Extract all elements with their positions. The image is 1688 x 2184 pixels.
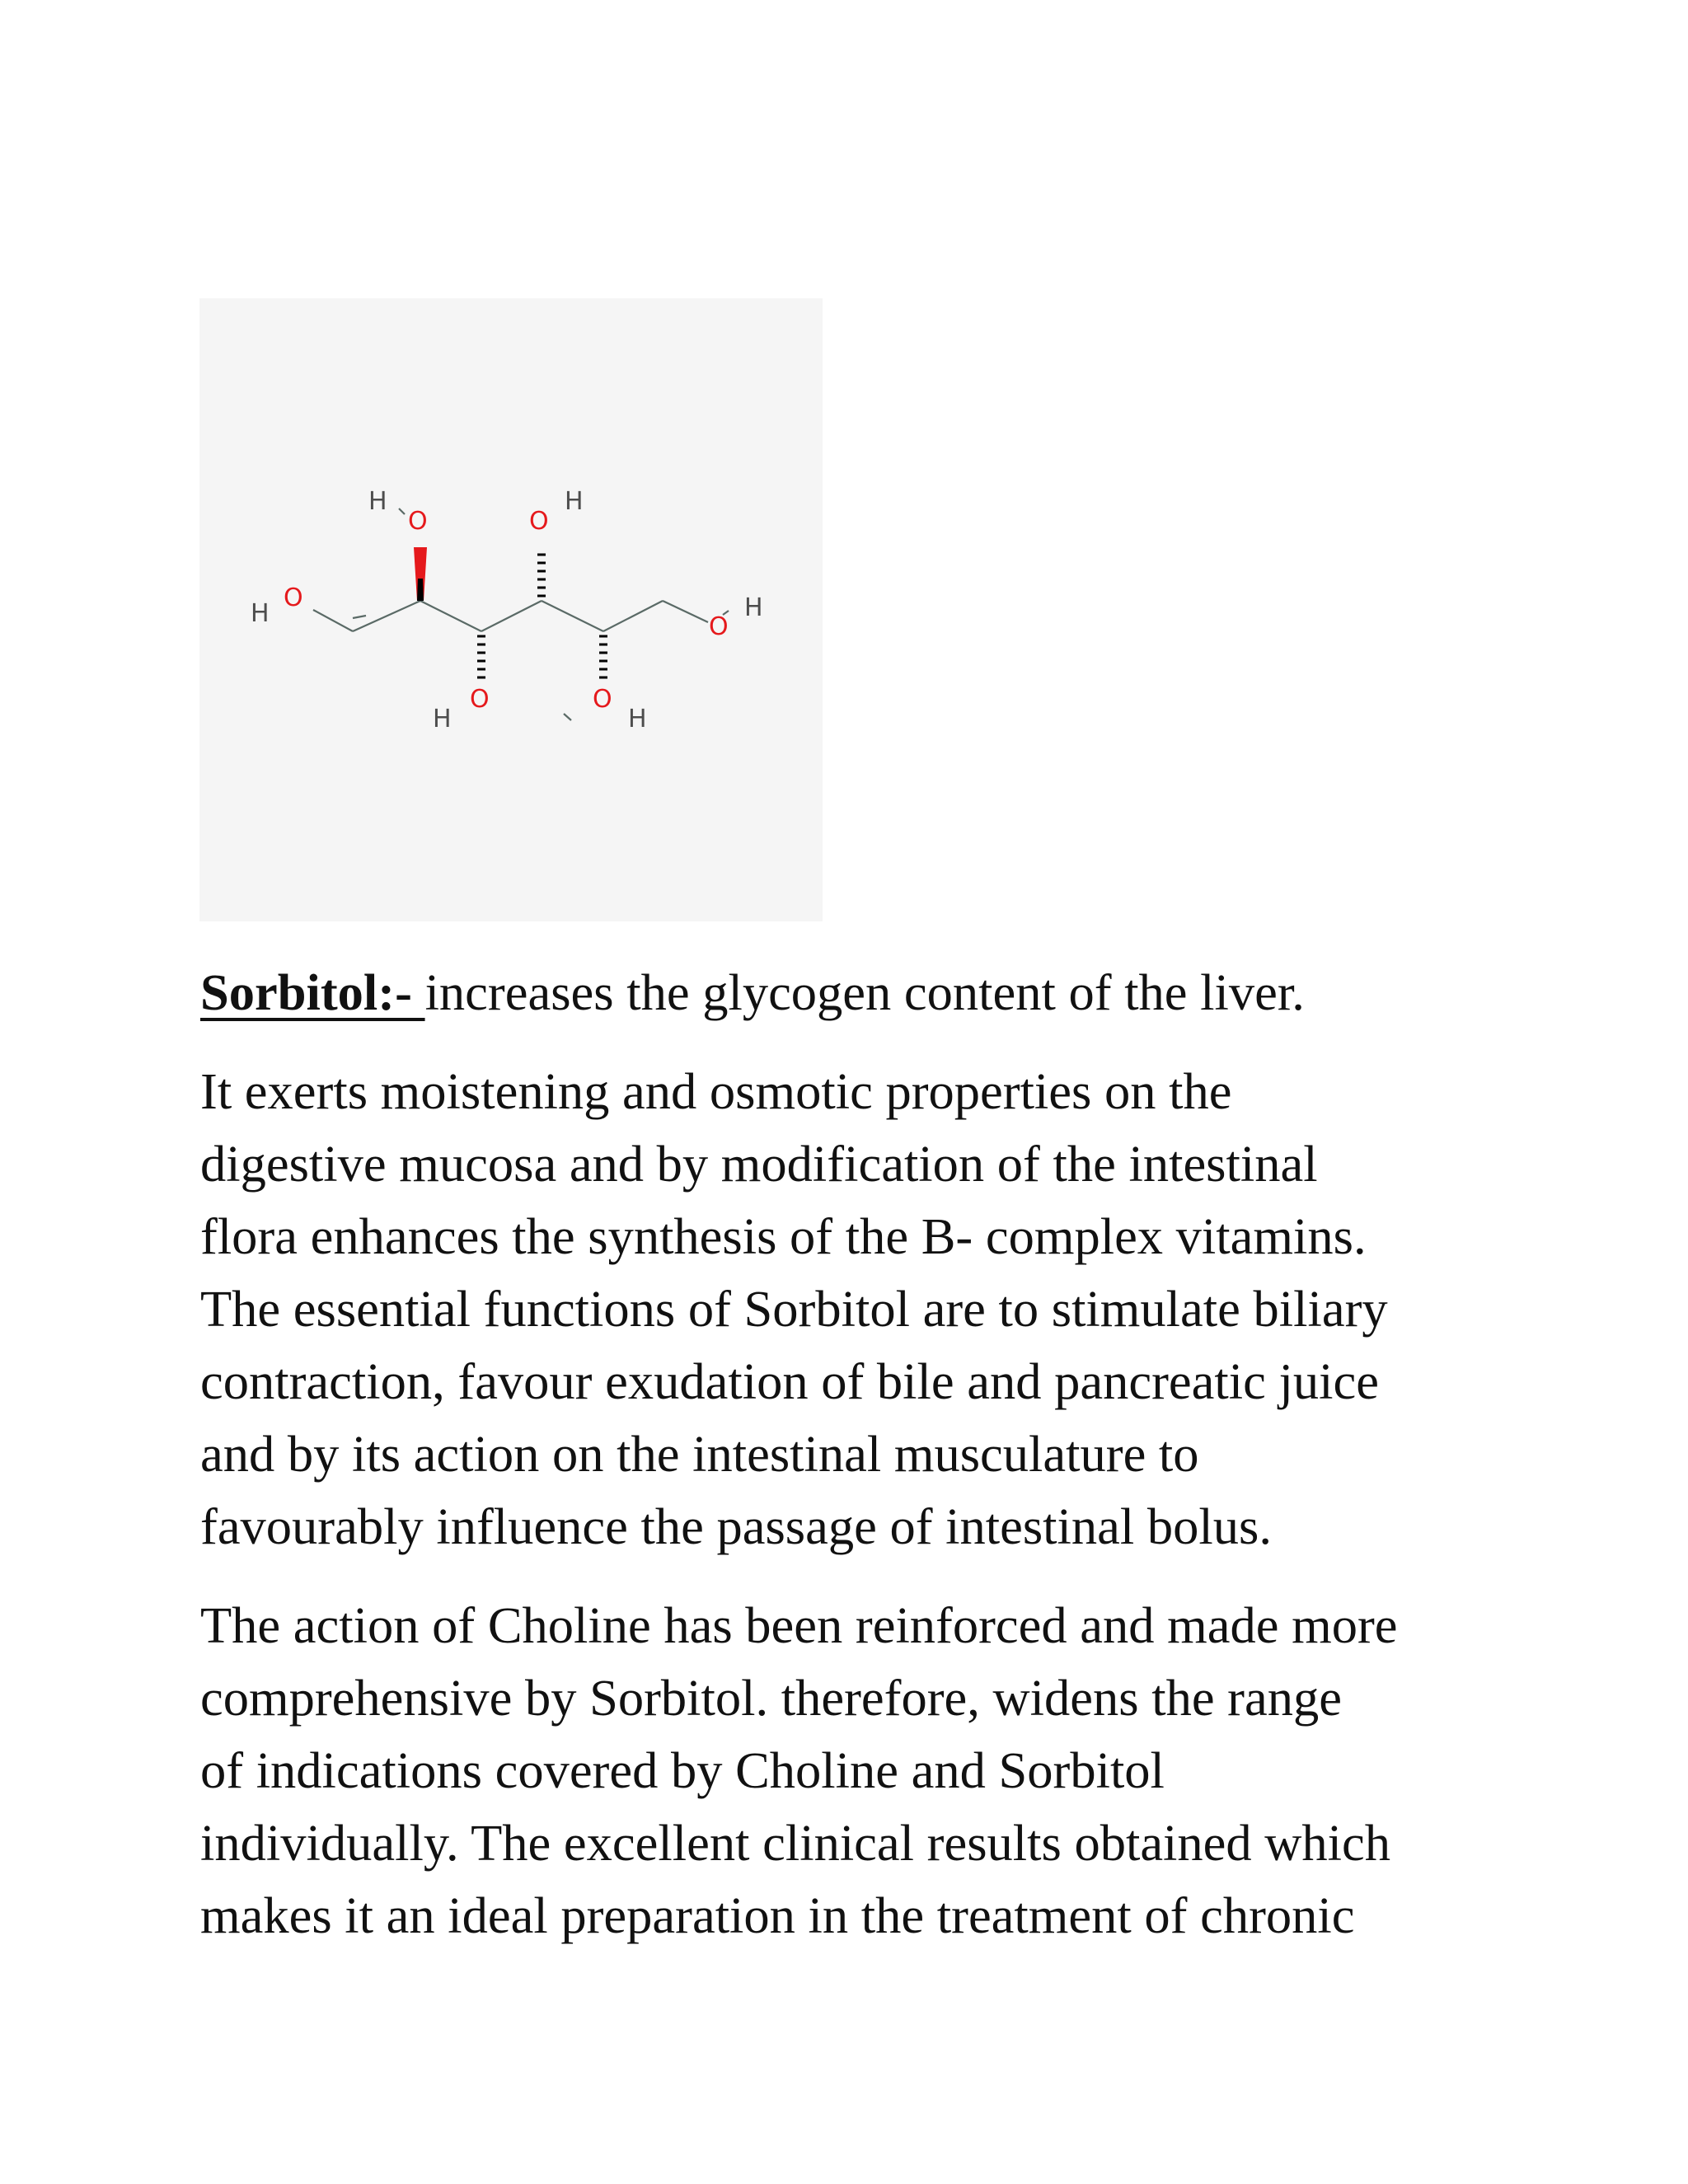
hydroxyl-4-o: O — [470, 685, 490, 714]
paragraph-line: The action of Choline has been reinforced and made more — [200, 1596, 1398, 1654]
sorbitol-term: Sorbitol:- — [200, 963, 425, 1021]
paragraph-line: of indications covered by Choline and Sorbitol — [200, 1741, 1165, 1799]
wedge-bond-c2-base — [417, 579, 424, 601]
paragraph-line: The essential functions of Sorbitol are to stimulate biliary — [200, 1280, 1388, 1338]
hydroxyl-4-h: H — [433, 705, 452, 733]
paragraph-line: individually. The excellent clinical results obtained which — [200, 1814, 1391, 1872]
bond-o5-h5 — [564, 714, 571, 720]
hydroxyl-2-o: O — [408, 507, 428, 536]
document-body — [200, 956, 1552, 1978]
paragraph-line: flora enhances the synthesis of the B- complex vitamins. — [200, 1207, 1367, 1265]
hashed-bond-c5-o5 — [599, 636, 607, 677]
bond-h2-o2 — [399, 509, 405, 514]
bond-c6-o6 — [663, 601, 708, 622]
paragraph-sorbitol-functions — [200, 1055, 1552, 1563]
sorbitol-heading — [200, 956, 1552, 1029]
bond-c2-c3 — [420, 601, 481, 631]
bond-c3-c4 — [481, 601, 542, 631]
hydroxyl-2-h: H — [368, 487, 387, 516]
hydroxyl-5-h: H — [628, 705, 647, 733]
carbon-backbone — [313, 509, 729, 720]
hydroxyl-1-h: H — [251, 599, 270, 628]
bond-c5-c6 — [603, 601, 663, 631]
hydroxyl-6-h: H — [744, 593, 763, 622]
hashed-bond-c4-o4 — [537, 555, 546, 596]
paragraph-line: comprehensive by Sorbitol. therefore, widens the range — [200, 1669, 1342, 1727]
sorbitol-heading-text: increases the glycogen content of the liver. — [424, 963, 1305, 1021]
paragraph-choline-sorbitol — [200, 1589, 1552, 1952]
paragraph-line: favourably influence the passage of intestinal bolus. — [200, 1497, 1272, 1555]
hydroxyl-5-o: O — [593, 685, 612, 714]
bond-h1-o1 — [353, 616, 366, 618]
hydroxyl-1-o: O — [284, 583, 303, 612]
hydroxyl-3-o: O — [529, 507, 549, 536]
bond-c4-c5 — [542, 601, 603, 631]
paragraph-line: It exerts moistening and osmotic properties on the — [200, 1062, 1232, 1120]
hydroxyl-6-o: O — [709, 612, 729, 641]
paragraph-line: and by its action on the intestinal musculature to — [200, 1425, 1199, 1483]
sorbitol-structure-diagram — [199, 298, 823, 921]
bond-o1-c1 — [313, 610, 353, 631]
paragraph-line: makes it an ideal preparation in the treatment of chronic — [200, 1886, 1355, 1944]
sorbitol-structure-image — [199, 298, 823, 921]
paragraph-line: digestive mucosa and by modification of the intestinal — [200, 1135, 1318, 1193]
paragraph-line: contraction, favour exudation of bile and pancreatic juice — [200, 1352, 1379, 1410]
hydroxyl-3-h: H — [565, 487, 584, 516]
hashed-bond-c3-o3 — [477, 636, 485, 677]
